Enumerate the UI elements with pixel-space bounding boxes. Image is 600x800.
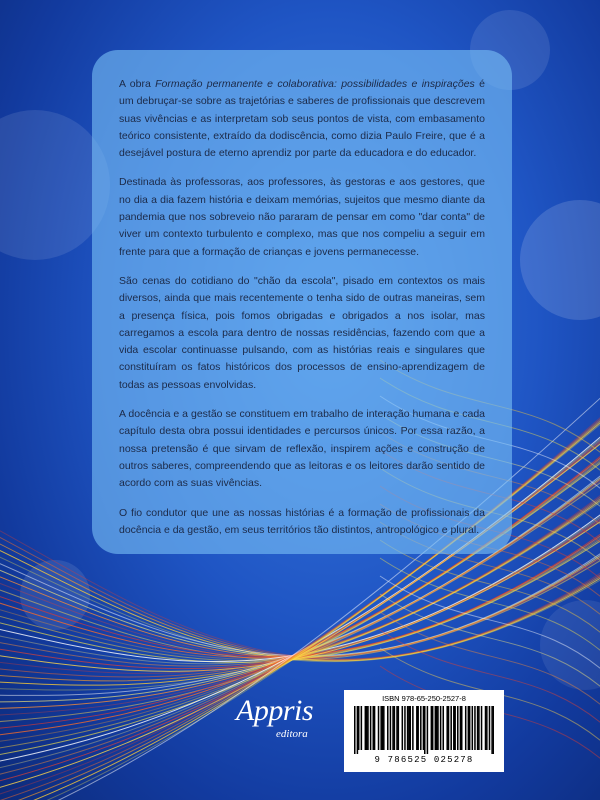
barcode-bar [493, 706, 494, 754]
barcode-bar [440, 706, 442, 750]
wave-line [0, 540, 600, 656]
barcode-bar [448, 706, 450, 750]
barcode-bar [358, 706, 360, 750]
barcode-bar [404, 706, 406, 750]
barcode-bar [367, 706, 369, 750]
barcode-bar [380, 706, 382, 750]
barcode-bar [457, 706, 459, 750]
barcode-bar [431, 706, 433, 750]
barcode-bar [416, 706, 418, 750]
barcode-bar [486, 706, 488, 750]
barcode-bar [396, 706, 398, 750]
wave-line [0, 546, 600, 659]
barcode-bar [424, 706, 426, 754]
barcode-bar [435, 706, 437, 750]
barcode-bar [427, 706, 429, 754]
barcode-bar [382, 706, 384, 750]
barcode-bar [491, 706, 493, 754]
barcode-bar [408, 706, 410, 750]
barcode-bar [478, 706, 480, 750]
publisher-logo [236, 694, 356, 754]
barcode-bar [409, 706, 411, 750]
paragraph-1-prefix: A obra [119, 78, 156, 90]
barcode-bar [454, 706, 456, 750]
paragraph-2: Destinada às professoras, aos professores, às gestoras e aos gestores, que no dia a dia fazem história e deixam memórias, sujeitos que mesmo diante da pandemia que nos sobreveio não pararam de pensar em como "dar conta" de viver um contexto turbulento e complexo, mas que nos compeliu a seguir em frente para que a formação de crianças e jovens permanecesse. [119, 176, 485, 258]
barcode-bar [461, 706, 463, 750]
barcode-bar [436, 706, 438, 750]
publisher-name: Appris [236, 694, 314, 727]
barcode-bar [423, 706, 425, 750]
isbn-label: ISBN 978-65-250-2527-8 [382, 694, 466, 703]
paragraph-1-rest: é um debruçar-se sobre as trajetórias e saberes de profissionais que descrevem suas vivências e as interpretam sob seus pontos de vista, com embasamento teórico consistente, extraído da dodiscência, como dizia Paulo Freire, que é a desejável postura de eterno aprendiz por parte da educadora e do educador. [119, 78, 485, 160]
barcode-bar [432, 706, 434, 750]
barcode-bar [437, 706, 439, 750]
barcode-bar [450, 706, 452, 750]
paragraph-4: A docência e a gestão se constituem em trabalho de interação humana e cada capítulo desta obra possui identidades e percursos únicos. Por essa razão, a nossa pretensão é que sirvam de reflexão, inspirem ações e construção de outros saberes, compreendendo que as leitoras e os leitores darão sentido de acordo com as suas vivências. [119, 408, 485, 490]
barcode-bar [412, 706, 414, 750]
isbn-digits: 9 786525 025278 [374, 755, 474, 765]
barcode-bar [354, 706, 356, 754]
paragraph-3: São cenas do cotidiano do "chão da escola", pisado em contextos os mais diversos, ainda que mais recentemente o tenha sido de outras maneiras, sem a presença física, pois fomos obrigadas e obrigados a nos isolar, mas carregamos a escola para dentro de nossas residências, fazendo com que a vida escolar continuasse pulsando, com as histórias reais e singulares que constituíram os fatos históricos dos processos de ensino-aprendizagem de todas as pessoas envolvidas. [119, 274, 485, 391]
barcode-bar [383, 706, 385, 750]
barcode-bar [472, 706, 474, 750]
barcode-bar [485, 706, 487, 750]
barcode-bar [394, 706, 396, 750]
barcode-bar [357, 706, 359, 754]
barcode-bar [489, 706, 491, 750]
paragraph-5: O fio condutor que une as nossas histórias é a formação de profissionais da docência e da gestão, em seus territórios tão distintos, antropológico e plural. [119, 506, 485, 536]
back-cover-text-panel [92, 50, 512, 554]
barcode-bar [477, 706, 479, 750]
barcode-bar [387, 706, 389, 750]
barcode-bar [481, 706, 483, 750]
barcode-bar [370, 706, 372, 750]
book-title: Formação permanente e colaborativa: possibilidades e inspirações [155, 78, 475, 90]
barcode-bar [374, 706, 376, 750]
barcode-bar [417, 706, 419, 750]
isbn-barcode-block [344, 690, 504, 772]
barcode-bar [361, 706, 363, 750]
barcode-bar [460, 706, 462, 750]
paragraph-1 [119, 76, 485, 162]
barcode-bar [469, 706, 471, 750]
barcode-bar [407, 706, 409, 750]
barcode-bar [392, 706, 394, 750]
barcode-bar [366, 706, 368, 750]
barcode-bar [453, 706, 455, 750]
barcode-bar [420, 706, 422, 750]
barcode-bar [465, 706, 467, 750]
barcode-bar [398, 706, 400, 750]
barcode-bar [402, 706, 404, 750]
barcode-bar [372, 706, 374, 750]
barcode-bar [365, 706, 367, 750]
barcode-bar [378, 706, 380, 750]
publisher-subtitle: editora [276, 728, 308, 740]
barcode-icon [354, 706, 494, 754]
barcode-bar [468, 706, 470, 750]
barcode-bar [446, 706, 448, 750]
barcode-bar [442, 706, 444, 750]
barcode-bar [474, 706, 476, 750]
barcode-bar [390, 706, 392, 750]
